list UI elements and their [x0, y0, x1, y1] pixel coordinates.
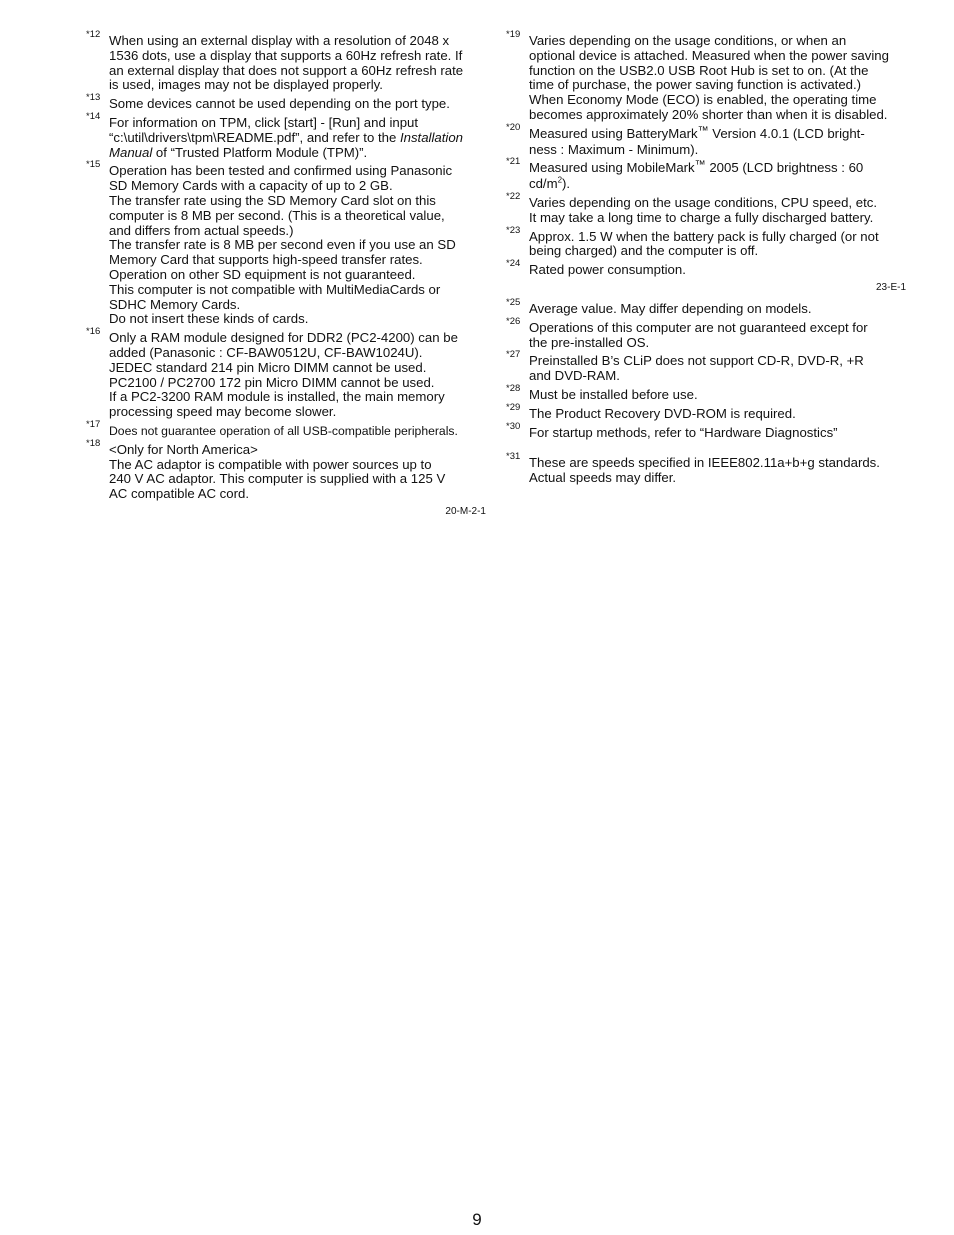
footnote-line: Approx. 1.5 W when the battery pack is fully charged (or not: [529, 228, 879, 244]
footnote-marker: *13: [86, 92, 101, 104]
footnote-line: 1536 dots, use a display that supports a 60Hz refresh rate. If: [109, 47, 463, 63]
footnote-18: [86, 437, 486, 502]
footnote-19: [506, 29, 906, 123]
section-code: 23-E-1: [875, 281, 906, 293]
footnote-line: optional device is attached. Measured when the power saving: [529, 47, 889, 63]
footnote-marker: *29: [506, 401, 521, 413]
section-code: 20-M-2-1: [445, 505, 486, 517]
footnote-line: Does not guarantee operation of all USB-compatible peripherals.: [109, 423, 458, 438]
footnote-24: [506, 258, 906, 278]
footnote-line: PC2100 / PC2700 172 pin Micro DIMM cannot be used.: [109, 374, 435, 390]
footnote-text: 2005 (LCD brightness : 60: [705, 160, 864, 176]
footnote-line: Operation on other SD equipment is not guaranteed.: [109, 266, 416, 282]
manual-title: Manual: [109, 144, 153, 160]
footnote-30: [506, 420, 906, 441]
footnote-marker: *27: [506, 349, 521, 361]
footnote-line: It may take a long time to charge a fully discharged battery.: [529, 209, 874, 225]
footnote-27: [506, 349, 906, 384]
footnote-marker: *21: [506, 156, 521, 168]
left-column: [86, 29, 486, 526]
footnote-marker: *14: [86, 110, 101, 122]
footnote-marker: *28: [506, 382, 521, 394]
footnote-line: Preinstalled B’s CLiP does not support CD-R, DVD-R, +R: [529, 353, 864, 369]
footnote-marker: *26: [506, 315, 521, 327]
footnote-line: ness : Maximum - Minimum).: [529, 141, 699, 157]
footnote-16: [86, 326, 486, 420]
footnote-line: When Economy Mode (ECO) is enabled, the operating time: [529, 92, 877, 108]
page-number: 9: [472, 1210, 482, 1229]
footnote-20: [506, 121, 906, 158]
footnote-line: This computer is not compatible with MultiMediaCards or: [109, 281, 441, 297]
footnote-line: and DVD-RAM.: [529, 368, 620, 384]
footnote-marker: *30: [506, 420, 521, 432]
footnote-line: the pre-installed OS.: [529, 334, 650, 350]
footnote-line: and differs from actual speeds.): [109, 222, 294, 238]
footnote-marker: *23: [506, 224, 521, 236]
trademark-symbol: ™: [694, 159, 706, 172]
footnote-text: cd/m: [529, 176, 558, 192]
footnote-line: The transfer rate using the SD Memory Card slot on this: [109, 192, 436, 208]
footnote-marker: *31: [506, 451, 521, 463]
footnote-line: SD Memory Cards with a capacity of up to 2 GB.: [109, 178, 393, 194]
footnote-text: Measured using MobileMark: [529, 160, 695, 176]
footnote-line: Average value. May differ depending on models.: [529, 300, 812, 316]
footnote-line: The Product Recovery DVD-ROM is required.: [529, 405, 796, 421]
footnote-line: JEDEC standard 214 pin Micro DIMM cannot be used.: [109, 359, 427, 375]
footnote-26: [506, 315, 906, 351]
footnote-21: [506, 156, 906, 192]
footnote-line: [529, 124, 906, 143]
footnote-marker: *24: [506, 258, 521, 270]
footnote-line: [529, 177, 906, 192]
footnote-line: AC compatible AC cord.: [109, 486, 249, 502]
footnote-22: [506, 190, 906, 226]
footnote-marker: *12: [86, 29, 101, 40]
footnote-line: The transfer rate is 8 MB per second even if you use an SD: [109, 237, 456, 253]
footnote-line: Do not insert these kinds of cards.: [109, 311, 309, 327]
footnote-line: For startup methods, refer to “Hardware Diagnostics”: [529, 424, 838, 440]
footnote-13: [86, 92, 486, 112]
footnote-marker: *16: [86, 326, 101, 338]
footnote-line: For information on TPM, click [start] - [Run] and input: [109, 114, 419, 130]
footnote-text: Measured using BatteryMark: [529, 125, 698, 141]
footnote-line: SDHC Memory Cards.: [109, 296, 241, 312]
footnote-line: The AC adaptor is compatible with power sources up to: [109, 456, 432, 472]
footnote-line: [109, 146, 486, 161]
trademark-symbol: ™: [697, 124, 709, 137]
footnote-text: Version 4.0.1 (LCD bright-: [708, 125, 865, 141]
footnote-line: [109, 131, 486, 146]
footnote-line: is used, images may not be displayed properly.: [109, 77, 383, 93]
footnote-line: Rated power consumption.: [529, 262, 686, 278]
footnote-marker: *15: [86, 159, 101, 171]
footnote-marker: *18: [86, 437, 101, 449]
footnote-line: When using an external display with a resolution of 2048 x: [109, 33, 450, 48]
footnote-line: time of purchase, the power saving function is activated.): [529, 77, 862, 93]
footnote-line: If a PC2-3200 RAM module is installed, the main memory: [109, 389, 445, 405]
footnote-25: [506, 296, 906, 317]
footnote-line: added (Panasonic : CF-BAW0512U, CF-BAW1024U).: [109, 344, 423, 360]
footnote-line: 240 V AC adaptor. This computer is supplied with a 125 V: [109, 471, 446, 487]
footnote-line: Operation has been tested and confirmed using Panasonic: [109, 163, 453, 179]
footnote-line: Memory Card that supports high-speed transfer rates.: [109, 252, 423, 268]
footnote-31: [506, 451, 906, 486]
footnote-marker: *25: [506, 296, 521, 308]
footnote-23: [506, 224, 906, 260]
footnote-17: [86, 418, 486, 439]
footnote-text: “c:\util\drivers\tpm\README.pdf”, and refer to the: [109, 129, 400, 145]
footnote-line: [529, 161, 906, 177]
footnote-line: processing speed may become slower.: [109, 404, 337, 420]
footnote-line: Actual speeds may differ.: [529, 470, 677, 486]
footnote-15: [86, 159, 486, 327]
footnote-line: Operations of this computer are not guaranteed except for: [529, 319, 868, 335]
footnote-line: Only a RAM module designed for DDR2 (PC2-4200) can be: [109, 330, 458, 346]
footnote-line: Must be installed before use.: [529, 386, 698, 402]
footnote-marker: *20: [506, 121, 521, 133]
footnote-line: Some devices cannot be used depending on the port type.: [109, 96, 450, 112]
footnote-line: Varies depending on the usage conditions, CPU speed, etc.: [529, 194, 877, 210]
footnote-text: ).: [562, 176, 571, 192]
footnote-29: [506, 401, 906, 422]
footnote-line: an external display that does not support a 60Hz refresh rate: [109, 62, 464, 78]
superscript: 2: [557, 175, 563, 185]
footnote-28: [506, 382, 906, 403]
right-column: [506, 29, 906, 490]
footnote-12: [86, 29, 486, 93]
footnote-line: being charged) and the computer is off.: [529, 243, 759, 259]
footnote-text: of “Trusted Platform Module (TPM)”.: [152, 144, 368, 160]
footnote-marker: *17: [86, 418, 101, 430]
footnote-14: [86, 110, 486, 160]
footnote-line: These are speeds specified in IEEE802.11a+b+g standards.: [529, 455, 880, 471]
footnote-line: <Only for North America>: [109, 441, 258, 457]
footnote-marker: *19: [506, 29, 521, 40]
footnote-line: becomes approximately 20% shorter than when it is disabled.: [529, 106, 888, 122]
manual-title: Installation: [399, 129, 464, 145]
footnote-line: Varies depending on the usage conditions, or when an: [529, 33, 847, 48]
footnote-marker: *22: [506, 190, 521, 202]
footnote-line: function on the USB2.0 USB Root Hub is set to on. (At the: [529, 62, 869, 78]
footnote-line: computer is 8 MB per second. (This is a theoretical value,: [109, 207, 445, 223]
